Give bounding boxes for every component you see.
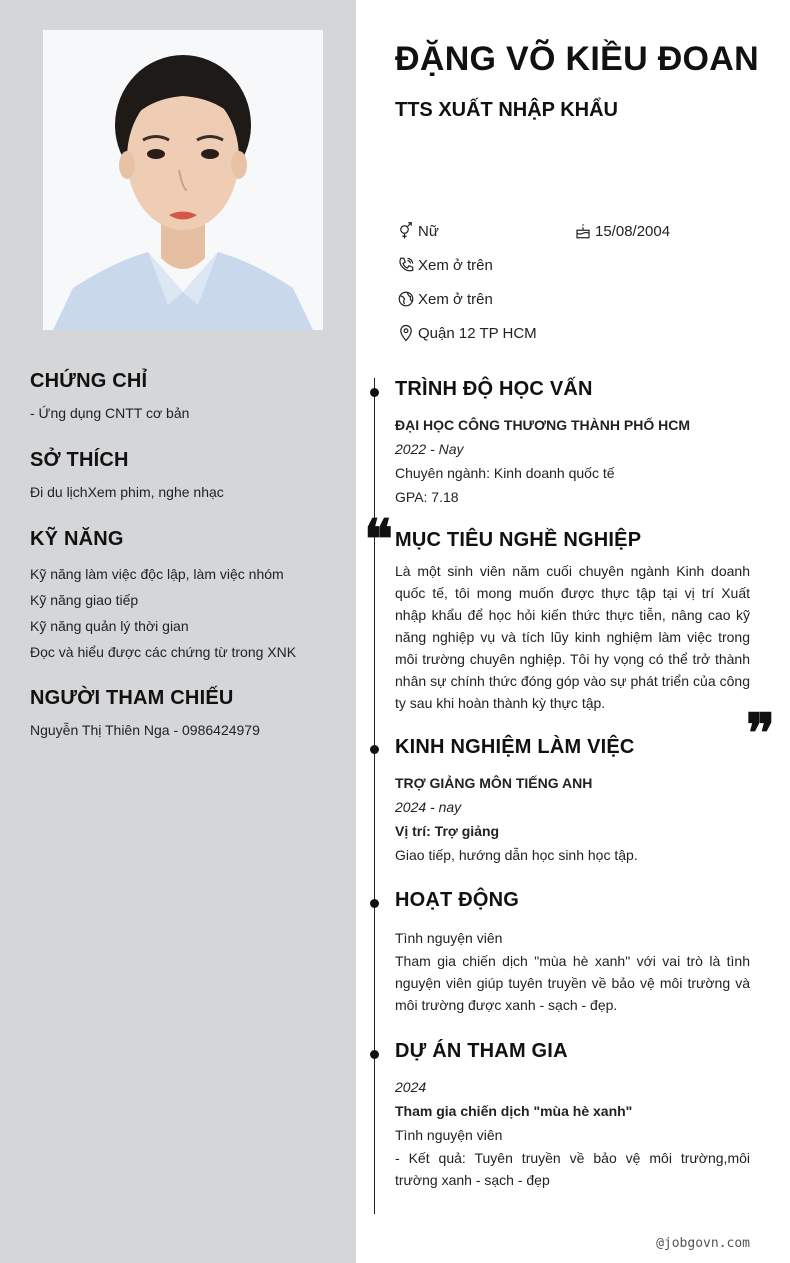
phone-value: Xem ở trên xyxy=(418,256,493,274)
address-value: Quận 12 TP HCM xyxy=(418,324,537,342)
candidate-name: ĐẶNG VÕ KIỀU ĐOAN xyxy=(395,40,760,78)
education-gpa: GPA: 7.18 xyxy=(395,489,459,505)
phone-icon xyxy=(395,254,417,276)
timeline-line xyxy=(374,378,375,1214)
objective-title: MỤC TIÊU NGHỀ NGHIỆP xyxy=(395,529,642,551)
cake-icon xyxy=(572,220,594,242)
skill-item: Đọc và hiểu được các chứng từ trong XNK xyxy=(30,644,297,660)
education-major: Chuyên ngành: Kinh doanh quốc tế xyxy=(395,465,615,481)
skill-item: Kỹ năng làm việc độc lập, làm việc nhóm xyxy=(30,566,284,582)
website-value: Xem ở trên xyxy=(418,290,493,308)
left-sidebar xyxy=(0,0,356,1263)
activity-description: Tham gia chiến dịch "mùa hè xanh" với vai trò là tình nguyện viên giúp tuyên truyền về bảo vệ môi trường và môi trường được xanh - sạch - đẹp. xyxy=(395,953,750,1013)
objective-section xyxy=(395,529,750,714)
hobby-item: Đi du lịchXem phim, nghe nhạc xyxy=(30,484,224,500)
objective-text: Là một sinh viên năm cuối chuyên ngành Kinh doanh quốc tế, tôi mong muốn được thực tập tại vị trí Xuất nhập khẩu để học hỏi kiến thức thực tiễn, nâng cao kỹ năng nghiệp vụ và tích lũy kinh nghiệm làm việc trong môi trường chuyên nghiệp. Tôi hy vọng có thể trở thành nhân sự chính thức đóng góp vào sự phát triển của công ty sau khi hoàn thành kỳ thực tập. xyxy=(395,563,750,711)
project-name: Tham gia chiến dịch "mùa hè xanh" xyxy=(395,1103,633,1119)
footer-watermark: @jobgovn.com xyxy=(656,1236,750,1251)
profile-photo xyxy=(43,30,323,330)
project-result: - Kết quả: Tuyên truyền về bảo vệ môi trường,môi trường xanh - sạch - đẹp xyxy=(395,1150,750,1188)
experience-company: TRỢ GIẢNG MÔN TIẾNG ANH xyxy=(395,775,593,791)
education-section xyxy=(395,378,750,509)
school-name: ĐẠI HỌC CÔNG THƯƠNG THÀNH PHỐ HCM xyxy=(395,417,690,433)
reference-item: Nguyễn Thị Thiên Nga - 0986424979 xyxy=(30,722,260,738)
activities-title: HOẠT ĐỘNG xyxy=(395,889,520,911)
experience-position: Vị trí: Trợ giảng xyxy=(395,823,500,839)
birthday-value: 15/08/2004 xyxy=(595,222,671,240)
education-title: TRÌNH ĐỘ HỌC VẤN xyxy=(395,378,593,400)
left-content xyxy=(30,370,340,758)
job-title: TTS XUẤT NHẬP KHẨU xyxy=(395,99,618,121)
timeline-dot xyxy=(370,899,379,908)
birthday-info xyxy=(572,220,670,242)
skill-item: Kỹ năng quản lý thời gian xyxy=(30,618,189,634)
experience-description: Giao tiếp, hướng dẫn học sinh học tập. xyxy=(395,847,638,863)
projects-title: DỰ ÁN THAM GIA xyxy=(395,1040,568,1062)
gender-icon xyxy=(395,220,417,242)
certificates-title: CHỨNG CHỈ xyxy=(30,370,148,392)
activities-section xyxy=(395,889,750,1016)
education-period: 2022 - Nay xyxy=(395,441,464,457)
experience-title: KINH NGHIỆM LÀM VIỆC xyxy=(395,736,635,758)
certificates-section xyxy=(30,370,340,423)
project-role: Tình nguyện viên xyxy=(395,1127,503,1143)
website-info xyxy=(395,288,493,310)
main-content xyxy=(356,0,790,1263)
timeline-dot xyxy=(370,745,379,754)
gender-value: Nữ xyxy=(418,222,439,240)
map-pin-icon xyxy=(395,322,417,344)
timeline-dot xyxy=(370,388,379,397)
phone-info xyxy=(395,254,493,276)
experience-period: 2024 - nay xyxy=(395,799,462,815)
certificate-item: - Ứng dụng CNTT cơ bản xyxy=(30,405,190,421)
open-quote-icon: ❝ xyxy=(364,507,394,571)
experience-section xyxy=(395,736,750,867)
project-year: 2024 xyxy=(395,1079,427,1095)
hobbies-section xyxy=(30,449,340,502)
projects-section xyxy=(395,1040,750,1191)
timeline-dot xyxy=(370,1050,379,1059)
references-title: NGƯỜI THAM CHIẾU xyxy=(30,687,234,709)
gender-info xyxy=(395,220,439,242)
skills-title: KỸ NĂNG xyxy=(30,528,124,550)
close-quote-icon: ❞ xyxy=(746,701,776,765)
globe-icon xyxy=(395,288,417,310)
hobbies-title: SỞ THÍCH xyxy=(30,449,129,471)
skill-item: Kỹ năng giao tiếp xyxy=(30,592,139,608)
address-info xyxy=(395,322,537,344)
skills-section xyxy=(30,528,340,665)
references-section xyxy=(30,687,340,740)
activity-role: Tình nguyện viên xyxy=(395,930,503,946)
